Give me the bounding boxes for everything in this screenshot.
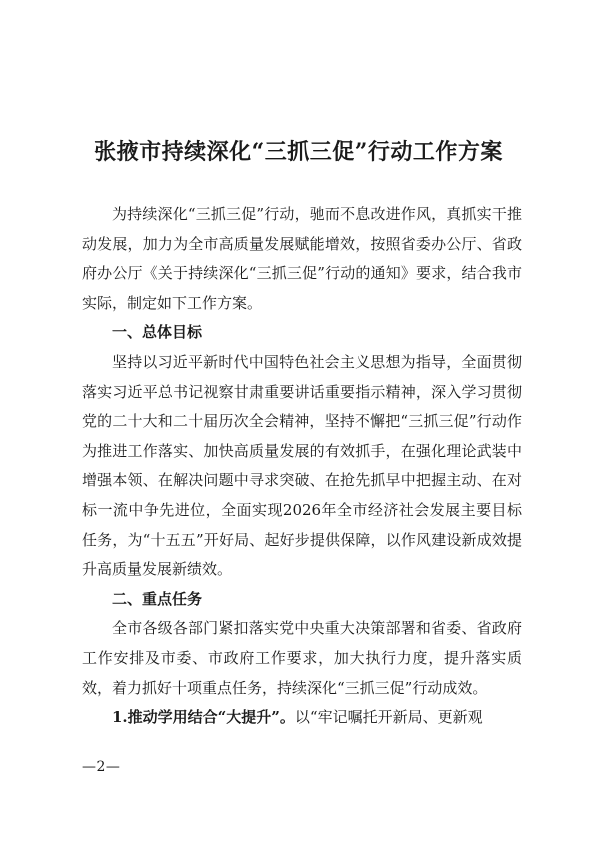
key-tasks-paragraph: 全市各级各部门紧扣落实党中央重大决策部署和省委、省政府工作安排及市委、市政府工作要求，加大执行力度，提升落实质效，着力抓好十项重点任务，持续深化“三抓三促”行动成效。 — [82, 619, 522, 697]
task-item-1-text: 以“牢记嘱托开新局、更新观 — [294, 708, 483, 727]
document-title: 张掖市持续深化“三抓三促”行动工作方案 — [94, 139, 503, 165]
task-item-1 — [82, 703, 522, 733]
overall-goals-paragraph: 坚持以习近平新时代中国特色社会主义思想为指导，全面贯彻落实习近平总书记视察甘肃重要讲话重要指示精神，深入学习贯彻党的二十大和二十届历次全会精神，坚持不懈把“三抓三促”行动作为推进工作落实、加快高质量发展的有效抓手，在强化理论武装中增强本领、在解决问题中寻求突破、在抢先抓早中把握主动、在对标一流中争先进位，全面实现2026年全市经济社会发展主要目标任务，为“十五五”开好局、起好步提供保障，以作风建设新成效提升高质量发展新绩效。 — [82, 352, 522, 579]
task-item-1-lead: 1.推动学用结合“大提升”。 — [112, 708, 295, 727]
section-heading-overall-goals: 一、总体目标 — [112, 323, 203, 342]
page-number: —2— — [82, 759, 121, 775]
section-heading-key-tasks: 二、重点任务 — [112, 589, 203, 608]
intro-paragraph: 为持续深化“三抓三促”行动，驰而不息改进作风，真抓实干推动发展，加力为全市高质量发展赋能增效，按照省委办公厅、省政府办公厅《关于持续深化“三抓三促”行动的通知》要求，结合我市实际，制定如下工作方案。 — [82, 205, 522, 312]
document-body — [82, 200, 522, 733]
